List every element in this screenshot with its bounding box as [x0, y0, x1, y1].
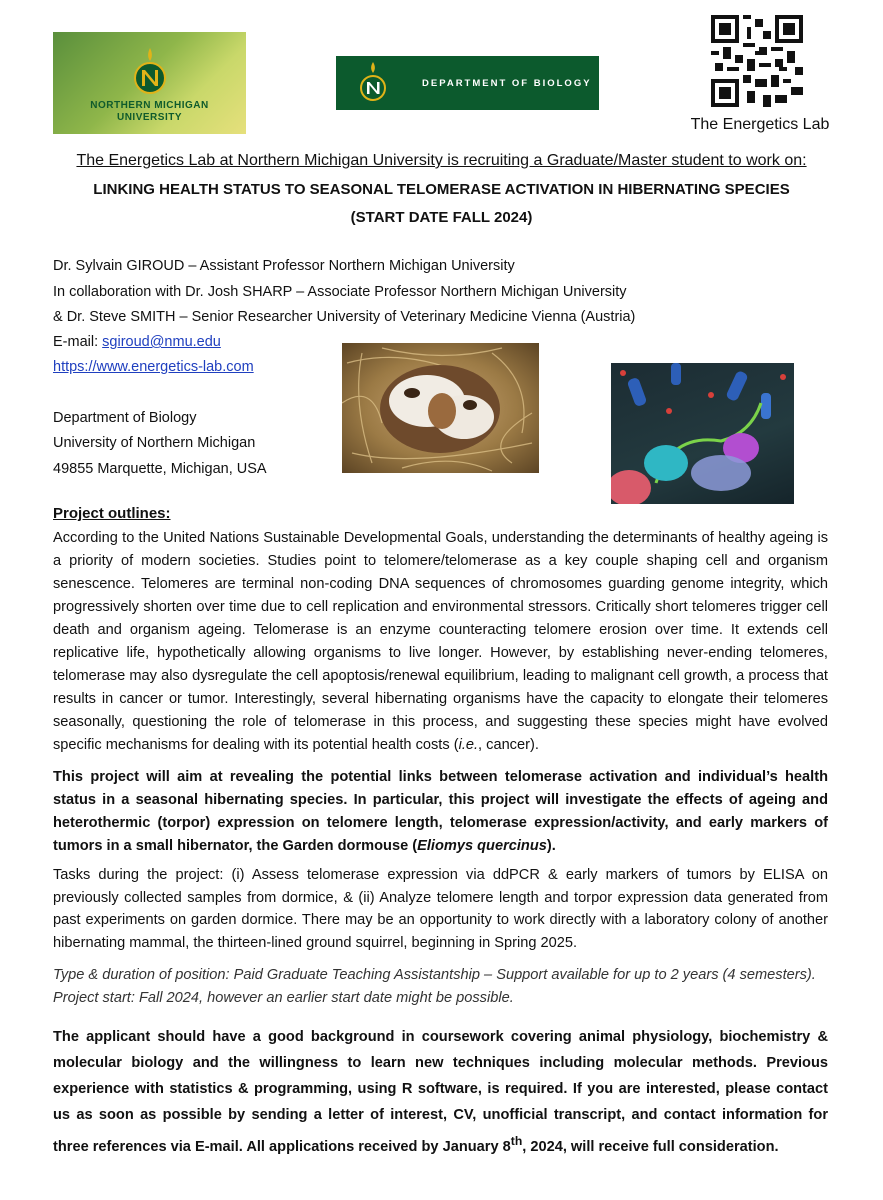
- email-label: E-mail:: [53, 334, 103, 350]
- applicant-text: The applicant should have a good background in coursework covering animal physiology, biochemistry & molecular biology and the willingness to learn new techniques including molecular methods. Previous experience with statistics & programming, using R software, is required. If you are interested, please contact us as soon as possible by sending a letter of interest, CV, unofficial transcript, and contact information for three references via E-mail. All applications received by January 8: [53, 1029, 828, 1155]
- project-start-line: Project start: Fall 2024, however an earlier start date might be possible.: [53, 990, 514, 1006]
- project-outline-paragraph: [53, 527, 828, 757]
- website-line: [53, 357, 254, 377]
- aim-end: ).: [546, 838, 556, 854]
- applicant-end: , 2024, will receive full consideration.: [522, 1138, 779, 1155]
- intro-line: The Energetics Lab at Northern Michigan University is recruiting a Graduate/Master student to work on:: [76, 152, 807, 169]
- collaborator-line-1: In collaboration with Dr. Josh SHARP – Associate Professor Northern Michigan University: [53, 284, 627, 300]
- position-type-line: Type & duration of position: Paid Graduate Teaching Assistantship – Support available for up to 2 years (4 semesters).: [53, 967, 816, 983]
- dormouse-photo: [342, 343, 539, 473]
- email-link[interactable]: sgiroud@nmu.edu: [102, 334, 221, 350]
- position-type-paragraph: [53, 964, 828, 1010]
- aim-text: This project will aim at revealing the potential links between telomerase activation and individual’s health status in a seasonal hibernating species. In particular, this project will investigate the effects of ageing and heterothermic (torpor) expression on telomere length, telomerase expression/activity, and early markers of tumors in a small hibernator, the Garden dormouse (: [53, 769, 828, 854]
- university-name: [90, 100, 209, 124]
- project-outlines-heading: Project outlines:: [53, 505, 171, 522]
- project-aim-paragraph: [53, 766, 828, 858]
- qr-caption: The Energetics Lab: [690, 116, 830, 133]
- start-date: (START DATE FALL 2024): [350, 209, 533, 226]
- pi-line: Dr. Sylvain GIROUD – Assistant Professor Northern Michigan University: [53, 258, 515, 274]
- tasks-paragraph: Tasks during the project: (i) Assess telomerase expression via ddPCR & early markers of tumors by ELISA on previously collected samples from dormice, & (ii) Analyze telomere length and torpor expression data generated from past experiments on garden dormice. There may be an opportunity to work directly with a laboratory colony of another hibernating mammal, the thirteen-lined ground squirrel, beginning in Spring 2025.: [53, 867, 828, 951]
- collaborator-line-2: & Dr. Steve SMITH – Senior Researcher University of Veterinary Medicine Vienna (Austria): [53, 309, 636, 325]
- website-link[interactable]: https://www.energetics-lab.com: [53, 359, 254, 375]
- telomerase-structure-illustration: [611, 363, 794, 504]
- address-line-3: 49855 Marquette, Michigan, USA: [53, 461, 267, 477]
- applicant-paragraph: [53, 1024, 828, 1160]
- address-line-1: Department of Biology: [53, 410, 197, 426]
- telomerase-illustration: [611, 363, 794, 504]
- address-line-2: University of Northern Michigan: [53, 435, 256, 451]
- nmu-logo: [53, 32, 246, 134]
- nmu-emblem-icon: [358, 61, 388, 105]
- dormouse-illustration: [342, 343, 539, 473]
- email-line: [53, 332, 221, 352]
- university-name-line2: UNIVERSITY: [116, 112, 182, 123]
- outline-ie: i.e.: [458, 737, 479, 753]
- university-name-line1: NORTHERN MICHIGAN: [90, 100, 209, 111]
- outline-end: , cancer).: [478, 737, 539, 753]
- applicant-sup: th: [510, 1134, 523, 1148]
- aim-species: Eliomys quercinus: [417, 838, 547, 854]
- nmu-emblem-icon: [130, 46, 170, 98]
- outline-text: According to the United Nations Sustainable Developmental Goals, understanding the determinants of healthy ageing is a priority of modern societies. Studies point to telomere/telomerase as a key couple shaping cell and organism senescence. Telomeres are terminal non-coding DNA sequences of chromosomes guarding genome integrity, which progressively shorten over time due to cell replication and environmental stressors. Critically short telomeres trigger cell death and organism ageing. Telomerase is an enzyme counteracting telomere erosion over time. It extends cell replicative life, hypothetically allowing organisms to live longer. However, by establishing never-ending telomeres, telomerase may also dysregulate the cell apoptosis/renewal equilibrium, leading to malignant cell growth, a process that results in cancer or tumor. Interestingly, several hibernating organisms have the capacity to elongate their telomeres seasonally, questioning the role of telomerase in this process, and suggesting these species might have evolved specific mechanisms for dealing with its potential health costs (: [53, 530, 828, 753]
- project-title: LINKING HEALTH STATUS TO SEASONAL TELOMERASE ACTIVATION IN HIBERNATING SPECIES: [93, 181, 790, 198]
- department-name: DEPARTMENT OF BIOLOGY: [422, 77, 592, 89]
- qr-code-icon[interactable]: [711, 15, 803, 107]
- biology-department-logo: [336, 56, 599, 110]
